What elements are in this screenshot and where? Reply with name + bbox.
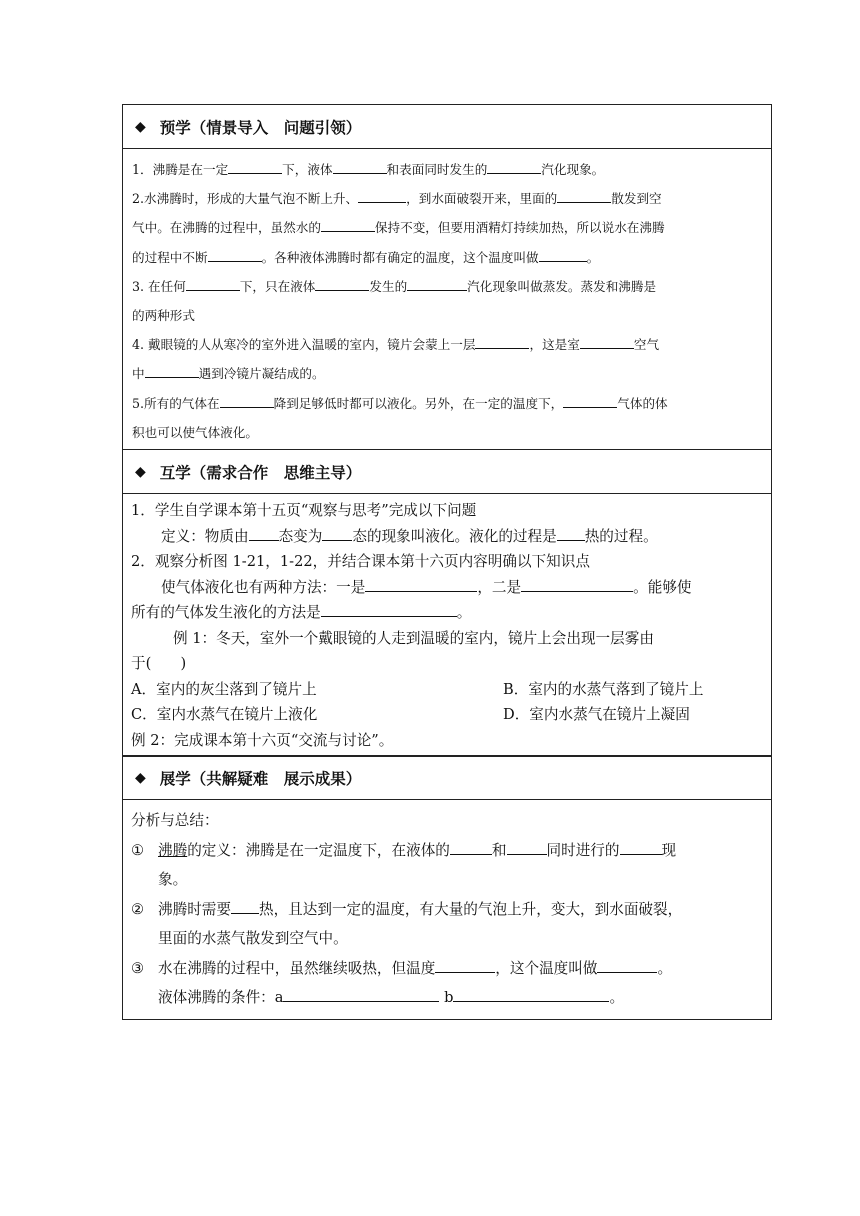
blank[interactable] bbox=[358, 190, 406, 204]
question-2: 2.水沸腾时，形成的大量气泡不断上升、 ，到水面破裂开来，里面的 散发到空 气中。在沸腾的过程中，虽然水的 保持不变，但要用酒精灯持续加热，所以说水在沸腾 的过程中不断 。各种液体沸腾时都有确定的温度，这个温度叫做 。 bbox=[132, 191, 665, 265]
option-c[interactable]: C．室内水蒸气在镜片上液化 bbox=[131, 706, 318, 724]
section-title: 互学（需求合作 思维主导） bbox=[159, 463, 362, 482]
diamond-icon: ◆ bbox=[135, 118, 146, 135]
section-body-preview bbox=[123, 149, 771, 450]
summary-intro: 分析与总结： bbox=[131, 812, 219, 830]
blank[interactable] bbox=[322, 525, 352, 541]
section-header-cooperate bbox=[123, 450, 771, 494]
blank[interactable] bbox=[557, 190, 611, 204]
options-row-1 bbox=[131, 677, 763, 703]
blank[interactable] bbox=[507, 839, 547, 855]
blank[interactable] bbox=[365, 576, 477, 592]
question-5: 5.所有的气体在 降到足够低时都可以液化。另外，在一定的温度下， 气体的体 积也可以使气体液化。 bbox=[132, 395, 668, 440]
option-a[interactable]: A．室内的灰尘落到了镜片上 bbox=[131, 680, 317, 698]
section-header-present bbox=[123, 756, 771, 800]
section-body-present bbox=[123, 800, 771, 1019]
summary-item-2: ② 沸腾时需要 热，且达到一定的温度，有大量的气泡上升，变大，到水面破裂， 里面的水蒸气散发到空气中。 bbox=[131, 895, 763, 954]
blank[interactable] bbox=[333, 160, 387, 174]
summary-item-1: ① 沸腾的定义：沸腾是在一定温度下，在液体的 和 同时进行的 现 象。 bbox=[131, 836, 763, 895]
blank[interactable] bbox=[249, 525, 279, 541]
blank[interactable] bbox=[563, 394, 617, 408]
blank[interactable] bbox=[487, 160, 541, 174]
question-1: 1．沸腾是在一定 下，液体 和表面同时发生的 汽化现象。 bbox=[132, 162, 605, 177]
blank[interactable] bbox=[321, 601, 457, 617]
question-3: 3. 在任何 下，只在液体 发生的 汽化现象叫做蒸发。蒸发和沸腾是 的两种形式 bbox=[132, 278, 657, 324]
blank[interactable] bbox=[475, 336, 529, 350]
blank[interactable] bbox=[453, 986, 609, 1002]
blank[interactable] bbox=[186, 277, 240, 291]
blank[interactable] bbox=[557, 525, 585, 541]
blank[interactable] bbox=[231, 898, 259, 914]
definition: 定义：物质由 态变为 态的现象叫液化。液化的过程是 热的过程。 bbox=[131, 524, 763, 550]
example-1: 例 1：冬天，室外一个戴眼镜的人走到温暖的室内，镜片上会出现一层雾由 于( ) bbox=[131, 629, 654, 673]
blank[interactable] bbox=[228, 160, 282, 174]
section-body-cooperate bbox=[123, 494, 771, 756]
option-b[interactable]: B．室内的水蒸气落到了镜片上 bbox=[503, 680, 704, 698]
instruction-1: 1．学生自学课本第十五页“观察与思考”完成以下问题 bbox=[131, 502, 477, 520]
question-4: 4. 戴眼镜的人从寒冷的室外进入温暖的室内，镜片会蒙上一层 ，这是室 空气 中 遇到冷镜片凝结成的。 bbox=[132, 337, 660, 382]
blank[interactable] bbox=[220, 394, 274, 408]
blank[interactable] bbox=[283, 986, 439, 1002]
summary-item-3: ③ 水在沸腾的过程中，虽然继续吸热，但温度 ，这个温度叫做 。 液体沸腾的条件：a b 。 bbox=[131, 954, 763, 1013]
worksheet-table bbox=[122, 104, 772, 1020]
blank[interactable] bbox=[521, 576, 633, 592]
section-header-preview bbox=[123, 105, 771, 149]
blank[interactable] bbox=[620, 839, 662, 855]
example-2: 例 2：完成课本第十六页“交流与讨论”。 bbox=[131, 731, 394, 749]
blank[interactable] bbox=[580, 336, 634, 350]
diamond-icon: ◆ bbox=[135, 463, 146, 480]
diamond-icon: ◆ bbox=[135, 770, 146, 787]
option-d[interactable]: D．室内水蒸气在镜片上凝固 bbox=[503, 706, 690, 724]
blank[interactable] bbox=[539, 248, 587, 262]
blank[interactable] bbox=[315, 277, 369, 291]
instruction-2: 2．观察分析图 1-21，1-22，并结合课本第十六页内容明确以下知识点 bbox=[131, 553, 590, 571]
blank[interactable] bbox=[435, 957, 495, 973]
blank[interactable] bbox=[321, 219, 375, 233]
methods: 使气体液化也有两种方法：一是 ，二是 。能够使 所有的气体发生液化的方法是 。 bbox=[131, 575, 763, 626]
section-title: 展学（共解疑难 展示成果） bbox=[159, 770, 362, 789]
section-title: 预学（情景导入 问题引领） bbox=[159, 118, 362, 137]
blank[interactable] bbox=[208, 248, 262, 262]
options-row-2 bbox=[131, 702, 763, 728]
blank[interactable] bbox=[450, 839, 492, 855]
blank[interactable] bbox=[597, 957, 657, 973]
blank[interactable] bbox=[407, 277, 467, 291]
blank[interactable] bbox=[145, 365, 199, 379]
